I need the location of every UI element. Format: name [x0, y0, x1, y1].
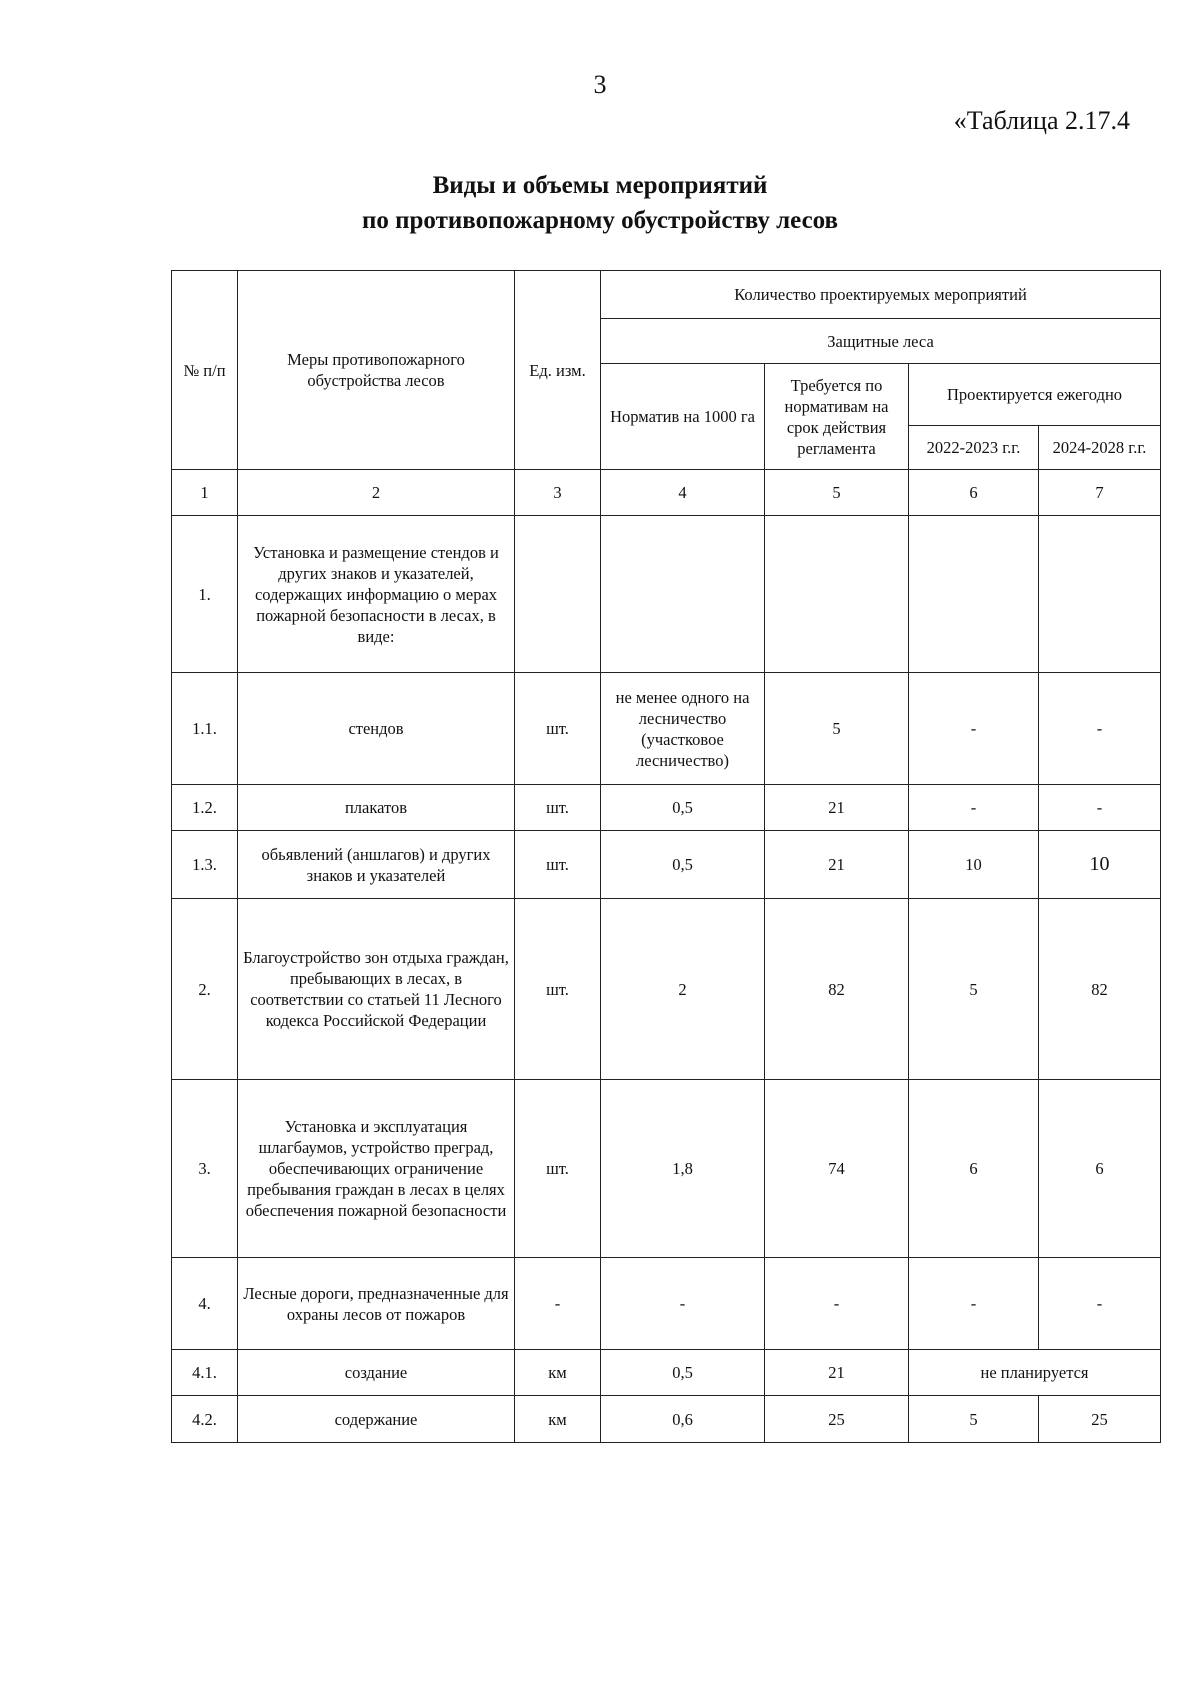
- row-num: 1.1.: [172, 673, 238, 785]
- row-unit: шт.: [515, 785, 601, 831]
- row-period-2: 25: [1039, 1396, 1161, 1443]
- table-row: [172, 831, 1161, 899]
- row-name: Благоустройство зон отдыха граждан, пребывающих в лесах, в соответствии со статьей 11 Лесного кодекса Российской Федерации: [238, 899, 515, 1080]
- table-row: [172, 899, 1161, 1080]
- row-num: 4.2.: [172, 1396, 238, 1443]
- row-unit: шт.: [515, 673, 601, 785]
- row-required: -: [765, 1258, 909, 1350]
- page-number: 3: [593, 70, 607, 99]
- row-name: плакатов: [238, 785, 515, 831]
- row-period-2: -: [1039, 785, 1161, 831]
- header-projected: Проектируется ежегодно: [909, 364, 1161, 426]
- row-name: обьявлений (аншлагов) и других знаков и указателей: [238, 831, 515, 899]
- header-row-1: [172, 271, 1161, 319]
- row-name: содержание: [238, 1396, 515, 1443]
- row-name: стендов: [238, 673, 515, 785]
- row-required: 5: [765, 673, 909, 785]
- table-row: [172, 673, 1161, 785]
- row-period-2: 10: [1039, 831, 1161, 899]
- header-period-1: 2022-2023 г.г.: [909, 426, 1039, 470]
- header-required: Требуется по нормативам на срок действия регламента: [765, 364, 909, 470]
- row-unit: шт.: [515, 899, 601, 1080]
- row-unit: шт.: [515, 1080, 601, 1258]
- column-numbers-row: [172, 470, 1161, 516]
- row-norm: 0,5: [601, 831, 765, 899]
- header-measures: Меры противопожарного обустройства лесов: [238, 271, 515, 470]
- row-required: 21: [765, 831, 909, 899]
- row-unit: -: [515, 1258, 601, 1350]
- row-period-2: -: [1039, 673, 1161, 785]
- table-row: [172, 1350, 1161, 1396]
- row-required: 21: [765, 1350, 909, 1396]
- row-norm: 0,5: [601, 785, 765, 831]
- row-required: 25: [765, 1396, 909, 1443]
- row-norm: 0,5: [601, 1350, 765, 1396]
- row-num: 3.: [172, 1080, 238, 1258]
- col-number-6: 6: [909, 470, 1039, 516]
- row-period-2: 6: [1039, 1080, 1161, 1258]
- row-name: создание: [238, 1350, 515, 1396]
- table-row: [172, 1080, 1161, 1258]
- row-period-1: -: [909, 785, 1039, 831]
- row-period-1: 10: [909, 831, 1039, 899]
- row-num: 1.3.: [172, 831, 238, 899]
- header-norm: Норматив на 1000 га: [601, 364, 765, 470]
- row-period-1: -: [909, 1258, 1039, 1350]
- row-norm: 0,6: [601, 1396, 765, 1443]
- row-name: Лесные дороги, предназначенные для охраны лесов от пожаров: [238, 1258, 515, 1350]
- title-line-1: Виды и объемы мероприятий: [432, 172, 768, 199]
- row-num: 1.: [172, 516, 238, 673]
- col-number-3: 3: [515, 470, 601, 516]
- row-period-2: 82: [1039, 899, 1161, 1080]
- table-row: [172, 1258, 1161, 1350]
- row-period-1: 5: [909, 1396, 1039, 1443]
- header-protective: Защитные леса: [601, 319, 1161, 364]
- row-period-1: 5: [909, 899, 1039, 1080]
- row-required: 82: [765, 899, 909, 1080]
- row-num: 4.: [172, 1258, 238, 1350]
- header-num: № п/п: [172, 271, 238, 470]
- row-norm: 1,8: [601, 1080, 765, 1258]
- col-number-7: 7: [1039, 470, 1161, 516]
- row-num: 4.1.: [172, 1350, 238, 1396]
- table-row: [172, 785, 1161, 831]
- header-quantity: Количество проектируемых мероприятий: [601, 271, 1161, 319]
- row-period-2: -: [1039, 1258, 1161, 1350]
- col-number-5: 5: [765, 470, 909, 516]
- row-required: 74: [765, 1080, 909, 1258]
- row-norm: -: [601, 1258, 765, 1350]
- fire-measures-table: [171, 270, 1161, 1443]
- row-num: 2.: [172, 899, 238, 1080]
- row-name: Установка и размещение стендов и других знаков и указателей, содержащих информацию о мерах пожарной безопасности в лесах, в виде:: [238, 516, 515, 673]
- row-num: 1.2.: [172, 785, 238, 831]
- col-number-2: 2: [238, 470, 515, 516]
- col-number-4: 4: [601, 470, 765, 516]
- row-unit: км: [515, 1396, 601, 1443]
- row-period-1: 6: [909, 1080, 1039, 1258]
- row-required: 21: [765, 785, 909, 831]
- table-row: [172, 1396, 1161, 1443]
- row-norm: не менее одного на лесничество (участковое лесничество): [601, 673, 765, 785]
- document-title: [0, 168, 1200, 238]
- row-norm: 2: [601, 899, 765, 1080]
- col-number-1: 1: [172, 470, 238, 516]
- row-period-1: -: [909, 673, 1039, 785]
- header-unit: Ед. изм.: [515, 271, 601, 470]
- row-not-planned: не планируется: [909, 1350, 1161, 1396]
- row-name: Установка и эксплуатация шлагбаумов, устройство преград, обеспечивающих ограничение пребывания граждан в лесах в целях обеспечения пожарной безопасности: [238, 1080, 515, 1258]
- row-unit: шт.: [515, 831, 601, 899]
- row-unit: км: [515, 1350, 601, 1396]
- table-row: [172, 516, 1161, 673]
- title-line-2: по противопожарному обустройству лесов: [361, 207, 839, 234]
- header-period-2: 2024-2028 г.г.: [1039, 426, 1161, 470]
- table-label: «Таблица 2.17.4: [953, 106, 1130, 135]
